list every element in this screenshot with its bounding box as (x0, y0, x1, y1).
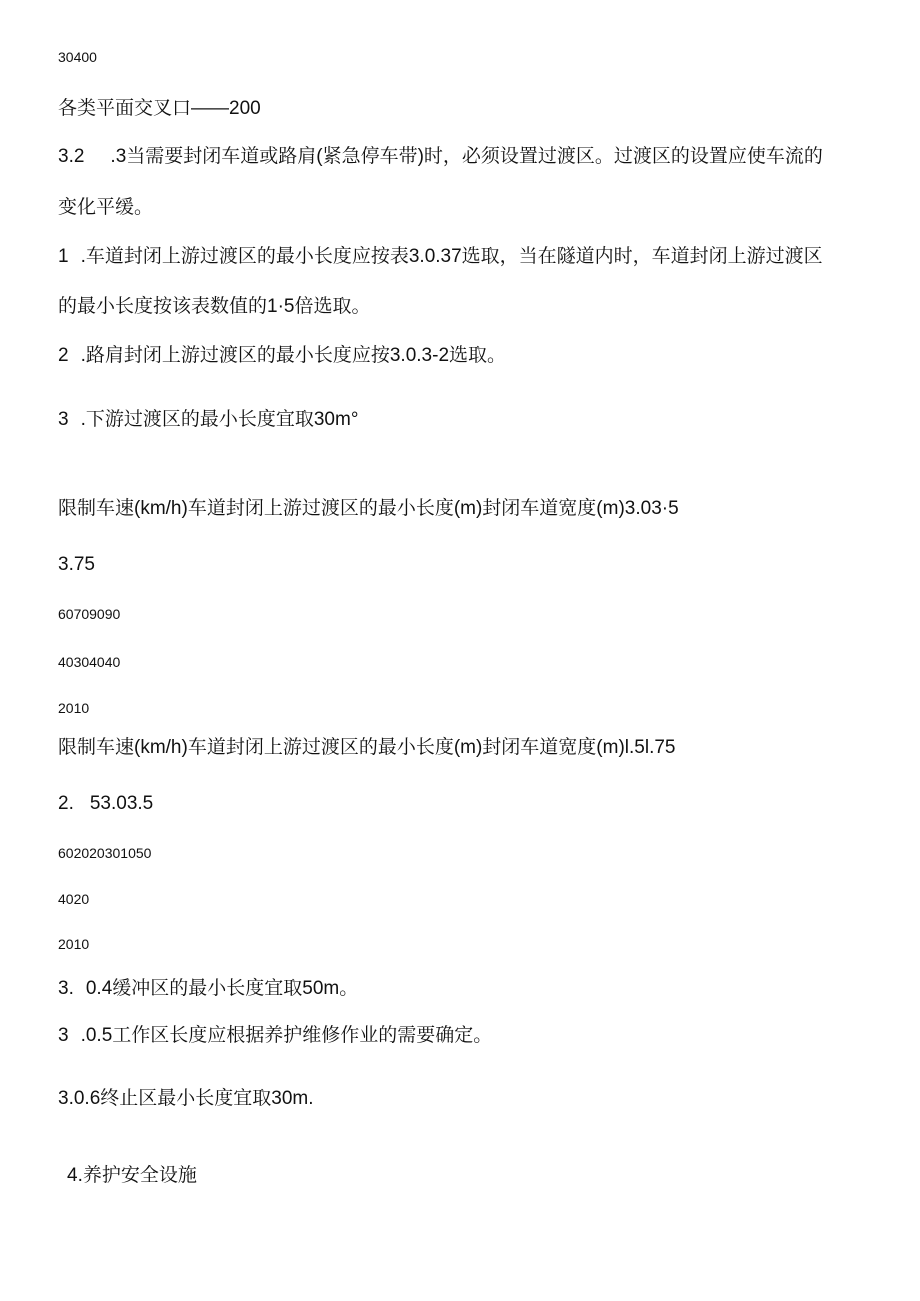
line-text: 40304040 (58, 654, 121, 670)
line-text: 2010 (58, 936, 90, 952)
line-text: 2010 (58, 700, 90, 716)
numbered-paragraph (58, 247, 823, 266)
paragraph-number: 3 (58, 409, 69, 430)
line-text: 3.75 (58, 554, 95, 575)
paragraph-number: 3 (58, 1025, 69, 1046)
table-value-line (58, 937, 89, 951)
paragraph-text: 53.03.5 (89, 793, 154, 814)
line-text: 变化平缓。 (58, 197, 154, 218)
line-text: 602020301050 (58, 845, 152, 861)
paragraph-text: .下游过渡区的最小长度宜取30m° (80, 409, 359, 430)
numbered-paragraph (58, 147, 823, 166)
paragraph-number: 2 (58, 345, 69, 366)
numbered-paragraph (58, 979, 358, 998)
paragraph-text: .路肩封闭上游过渡区的最小长度应按3.0.3-2选取。 (80, 345, 507, 366)
paragraph-number: 3.2 (58, 146, 85, 167)
table-value-line (58, 655, 120, 669)
text-line (58, 198, 153, 217)
table-value-line (58, 701, 89, 715)
text-line (58, 1089, 314, 1108)
line-text: 60709090 (58, 606, 121, 622)
section-heading (67, 1166, 197, 1185)
line-text: 限制车速(km/h)车道封闭上游过渡区的最小长度(m)封闭车道宽度(m)l.5l.75 (58, 737, 676, 758)
line-text: 各类平面交叉口——200 (58, 98, 261, 119)
table-header-line (58, 499, 679, 518)
paragraph-text: .3当需要封闭车道或路肩(紧急停车带)时，必须设置过渡区。过渡区的设置应使车流的 (110, 146, 823, 167)
paragraph-text: .0.5工作区长度应根据养护维修作业的需要确定。 (80, 1025, 493, 1046)
heading-text: 4.养护安全设施 (67, 1165, 197, 1186)
paragraph-number: 2. (58, 793, 74, 814)
table-header-line (58, 738, 676, 757)
text-line (58, 555, 95, 574)
numbered-paragraph (58, 1026, 492, 1045)
line-text: 30400 (58, 49, 97, 65)
paragraph-number: 1 (58, 246, 69, 267)
numbered-paragraph (58, 410, 358, 429)
paragraph-number: 3. (58, 978, 74, 999)
paragraph-text: 0.4缓冲区的最小长度宜取50m。 (85, 978, 359, 999)
paragraph-text: .车道封闭上游过渡区的最小长度应按表3.0.37选取，当在隧道内时，车道封闭上游过渡区 (80, 246, 823, 267)
line-text: 4020 (58, 891, 90, 907)
numbered-paragraph (58, 346, 506, 365)
numbered-paragraph (58, 794, 153, 813)
line-text: 限制车速(km/h)车道封闭上游过渡区的最小长度(m)封闭车道宽度(m)3.03·5 (58, 498, 679, 519)
text-line (58, 297, 370, 316)
table-value-line (58, 892, 89, 906)
text-line (58, 99, 261, 118)
table-value-line (58, 607, 120, 621)
line-text: 的最小长度按该表数值的1·5倍选取。 (58, 296, 371, 317)
text-line (58, 50, 97, 64)
table-value-line (58, 846, 151, 860)
line-text: 3.0.6终止区最小长度宜取30m. (58, 1088, 314, 1109)
